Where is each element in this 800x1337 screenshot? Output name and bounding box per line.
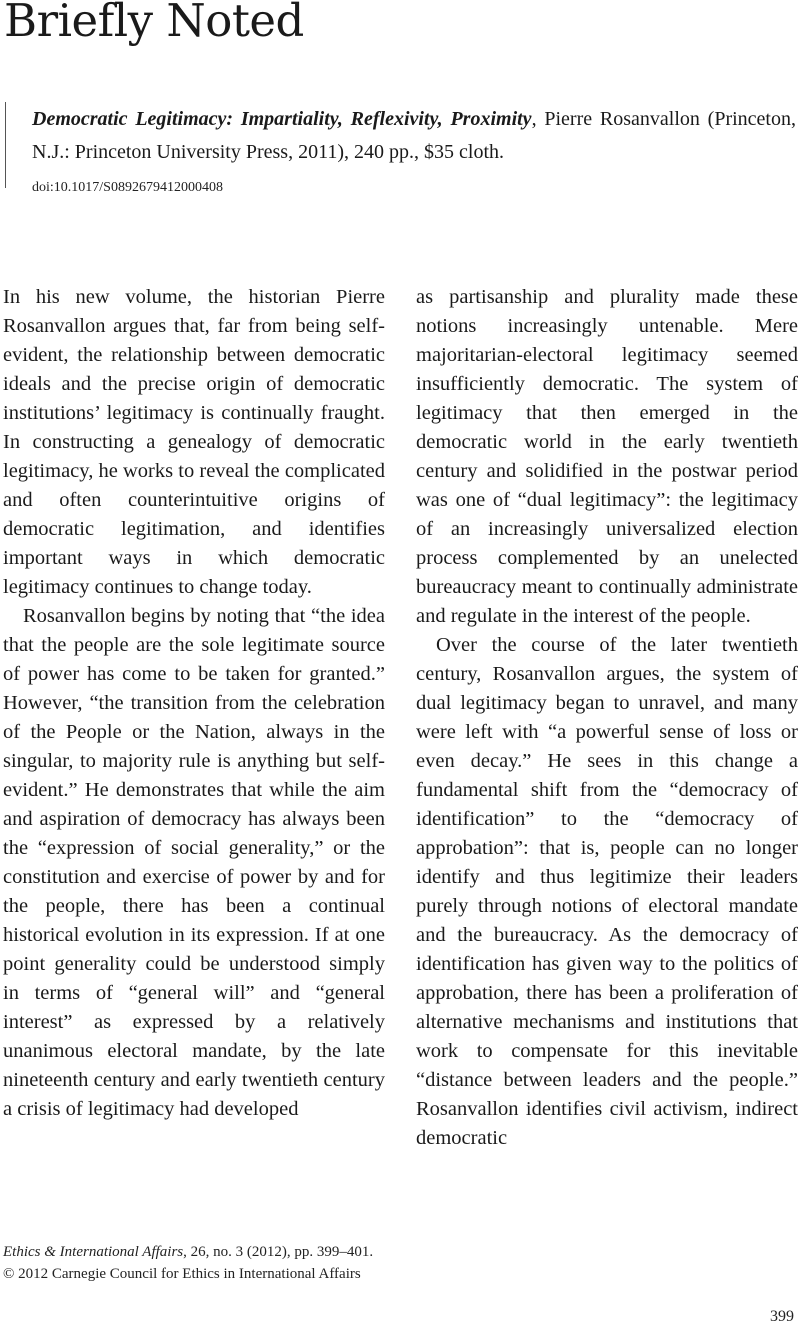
paragraph: In his new volume, the historian Pierre Rosanvallon argues that, far from being self-evident, the relationship between democratic ideals and the precise origin of democratic institutions’ legitimacy is continually fraught. In constructing a genealogy of democratic legitimacy, he works to reveal the complicated and often counterintuitive origins of democratic legitimation, and identifies important ways in which democratic legitimacy continues to change today. <box>3 286 385 598</box>
journal-issue: , 26, no. 3 (2012), pp. 399–401. <box>183 1244 374 1260</box>
book-details: , Pierre Rosanvallon (Princeton, N.J.: Princeton University Press, 2011), 240 pp., $35 cloth. <box>32 108 796 163</box>
paragraph: Rosanvallon begins by noting that “the idea that the people are the sole legitimate source of power has come to be taken for granted.” However, “the transition from the celebration of the People or the Nation, always in the singular, to majority rule is anything but self-evident.” He demonstrates that while the aim and aspiration of democracy has always been the “expression of social generality,” or the constitution and exercise of power by and for the people, there has been a continual historical evolution in its expression. If at one point generality could be understood simply in terms of “general will” and “general interest” as expressed by a relatively unanimous electoral mandate, by the late nineteenth century and early twentieth century a crisis of legitimacy had developed <box>3 605 385 1120</box>
copyright-notice: © 2012 Carnegie Council for Ethics in International Affairs <box>3 1266 361 1282</box>
book-citation <box>32 103 796 169</box>
journal-name: Ethics & International Affairs <box>3 1244 184 1260</box>
citation-rule <box>5 102 6 188</box>
body-left-column <box>3 283 385 1124</box>
book-title: Democratic Legitimacy: Impartiality, Reflexivity, Proximity <box>32 108 532 130</box>
paragraph: as partisanship and plurality made these notions increasingly untenable. Mere majoritarian-electoral legitimacy seemed insufficiently democratic. The system of legitimacy that then emerged in the democratic world in the early twentieth century and solidified in the postwar period was one of “dual legitimacy”: the legitimacy of an increasingly universalized election process complemented by an unelected bureaucracy meant to continually administrate and regulate in the interest of the people. <box>416 286 798 627</box>
doi-link[interactable]: doi:10.1017/S0892679412000408 <box>32 180 223 195</box>
journal-citation <box>3 1244 373 1261</box>
page-number: 399 <box>770 1308 794 1325</box>
section-title: Briefly Noted <box>4 0 304 47</box>
paragraph: Over the course of the later twentieth century, Rosanvallon argues, the system of dual legitimacy began to unravel, and many were left with “a powerful sense of loss or even decay.” He sees in this change a fundamental shift from the “democracy of identification” to the “democracy of approbation”: that is, people can no longer identify and thus legitimize their leaders purely through notions of electoral mandate and the bureaucracy. As the democracy of identification has given way to the politics of approbation, there has been a proliferation of alternative mechanisms and institutions that work to compensate for this inevitable “distance between leaders and the people.” Rosanvallon identifies civil activism, indirect democratic <box>416 634 798 1149</box>
body-right-column <box>416 283 798 1153</box>
